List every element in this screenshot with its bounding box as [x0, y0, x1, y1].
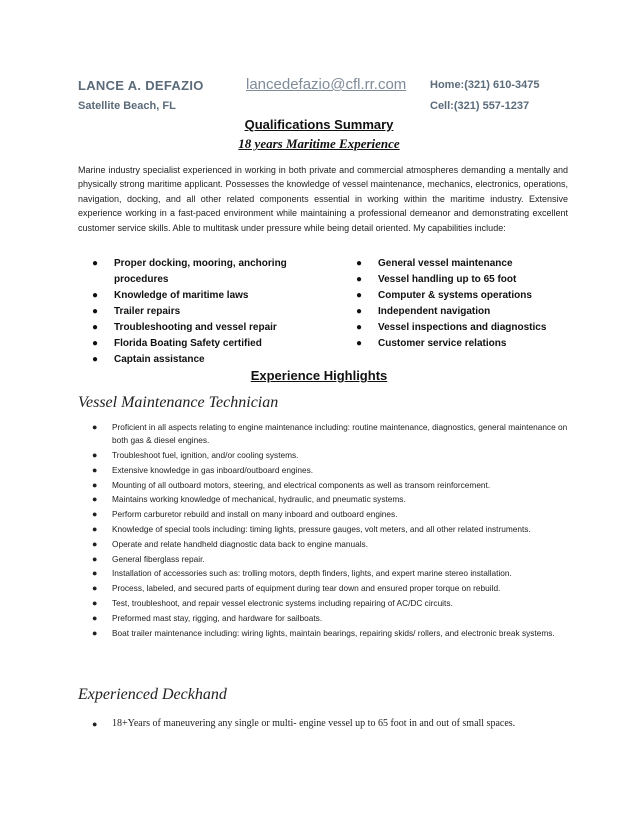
candidate-name: LANCE A. DEFAZIO: [78, 78, 204, 93]
list-item: ● Test, troubleshoot, and repair vessel electronic systems including repairing of AC/DC circuits.: [92, 597, 568, 610]
skills-list-right: [356, 256, 566, 352]
bullet-icon: ●: [356, 274, 363, 285]
bullet-icon: ●: [92, 422, 98, 432]
bullet-icon: ●: [92, 719, 98, 729]
bullet-icon: ●: [92, 306, 99, 317]
bullet-icon: ●: [92, 450, 98, 460]
skill-item: ● Independent navigation: [356, 304, 566, 320]
list-item: ● Boat trailer maintenance including: wiring lights, maintain bearings, repairing skids/ rollers, and electronic break systems.: [92, 627, 568, 640]
skill-item: ● Knowledge of maritime laws: [92, 288, 312, 304]
bullet-icon: ●: [356, 258, 363, 269]
list-item: ● Proficient in all aspects relating to engine maintenance including: routine maintenance, diagnostics, general maintenance on both gas & diesel engines.: [92, 422, 568, 446]
bullet-icon: ●: [92, 464, 98, 475]
bullet-icon: ●: [92, 509, 98, 520]
skill-item: ● Troubleshooting and vessel repair: [92, 320, 312, 336]
list-item: ● Operate and relate handheld diagnostic data back to engine manuals.: [92, 538, 568, 551]
list-item: ● Process, labeled, and secured parts of equipment during tear down and ensured proper torque on rebuild.: [92, 582, 568, 595]
experience-years-subheading: 18 years Maritime Experience: [238, 136, 400, 151]
bullet-icon: ●: [92, 538, 98, 549]
bullet-icon: ●: [92, 523, 98, 534]
skill-item: ● General vessel maintenance: [356, 256, 566, 272]
skill-item: ● Trailer repairs: [92, 304, 312, 320]
bullet-icon: ●: [92, 322, 99, 333]
bullet-icon: ●: [92, 258, 99, 269]
list-item: ● Preformed mast stay, rigging, and hardware for sailboats.: [92, 612, 568, 625]
skills-list-left: [92, 256, 312, 368]
list-item: ● General fiberglass repair.: [92, 553, 568, 566]
bullet-icon: ●: [356, 322, 363, 333]
bullet-icon: ●: [92, 479, 98, 490]
skill-item: ● Vessel inspections and diagnostics: [356, 320, 566, 336]
skill-item: ● Florida Boating Safety certified: [92, 336, 312, 352]
list-item: ● Maintains working knowledge of mechanical, hydraulic, and pneumatic systems.: [92, 493, 568, 506]
list-item: ● 18+Years of maneuvering any single or multi- engine vessel up to 65 foot in and out of small spaces.: [92, 718, 516, 729]
list-item: ● Perform carburetor rebuild and install on many inboard and outboard engines.: [92, 508, 568, 521]
skill-item: ● Vessel handling up to 65 foot: [356, 272, 566, 288]
location: Satellite Beach, FL: [78, 100, 176, 112]
skill-item: ● Proper docking, mooring, anchoring procedures: [92, 258, 287, 285]
experience-heading: Experience Highlights: [250, 368, 388, 383]
bullet-icon: ●: [356, 338, 363, 349]
bullet-icon: ●: [92, 568, 98, 579]
bullet-icon: ●: [356, 306, 363, 317]
qualifications-heading: Qualifications Summary: [244, 117, 394, 132]
bullet-icon: ●: [92, 627, 98, 638]
home-phone: Home:(321) 610-3475: [430, 79, 540, 91]
bullet-icon: ●: [92, 494, 98, 505]
bullet-icon: ●: [92, 583, 98, 594]
list-item: ● Mounting of all outboard motors, steering, and electrical components as well as transom reinforcement.: [92, 479, 568, 492]
bullet-icon: ●: [92, 354, 99, 365]
skill-item: ● Computer & systems operations: [356, 288, 566, 304]
email-link[interactable]: lancedefazio@cfl.rr.com: [246, 76, 407, 93]
deckhand-duties-list: [92, 717, 568, 733]
technician-duties-list: [92, 421, 568, 641]
cell-phone: Cell:(321) 557-1237: [430, 100, 530, 112]
job-title-deckhand: Experienced Deckhand: [78, 686, 227, 703]
bullet-icon: ●: [92, 290, 99, 301]
list-item: ● Knowledge of special tools including: timing lights, pressure gauges, volt meters, and all other related instruments.: [92, 523, 568, 536]
skill-item: ● Customer service relations: [356, 336, 566, 352]
list-item: ● Installation of accessories such as: trolling motors, depth finders, lights, and expert marine stereo installation.: [92, 567, 568, 580]
summary-paragraph: Marine industry specialist experienced in working in both private and commercial atmospheres demanding a mentally and physically strong maritime applicant. Possesses the knowledge of vessel maintenance, mechanics, electronics, operations, navigation, docking, and all other related components essential in working within the maritime industry. Extensive experience working in a fast-paced environment while maintaining a professional demeanor and demonstrating excellent customer service skills. Able to multitask under pressure while being detail oriented. My capabilities include:: [78, 165, 568, 233]
resume-header: [78, 78, 568, 118]
bullet-icon: ●: [92, 612, 98, 623]
bullet-icon: ●: [92, 553, 98, 564]
bullet-icon: ●: [356, 290, 363, 301]
skill-item: ● Captain assistance: [92, 352, 312, 368]
list-item: ● Troubleshoot fuel, ignition, and/or cooling systems.: [92, 449, 568, 462]
bullet-icon: ●: [92, 597, 98, 608]
list-item: ● Extensive knowledge in gas inboard/outboard engines.: [92, 464, 568, 477]
bullet-icon: ●: [92, 338, 99, 349]
job-title-technician: Vessel Maintenance Technician: [78, 394, 279, 411]
